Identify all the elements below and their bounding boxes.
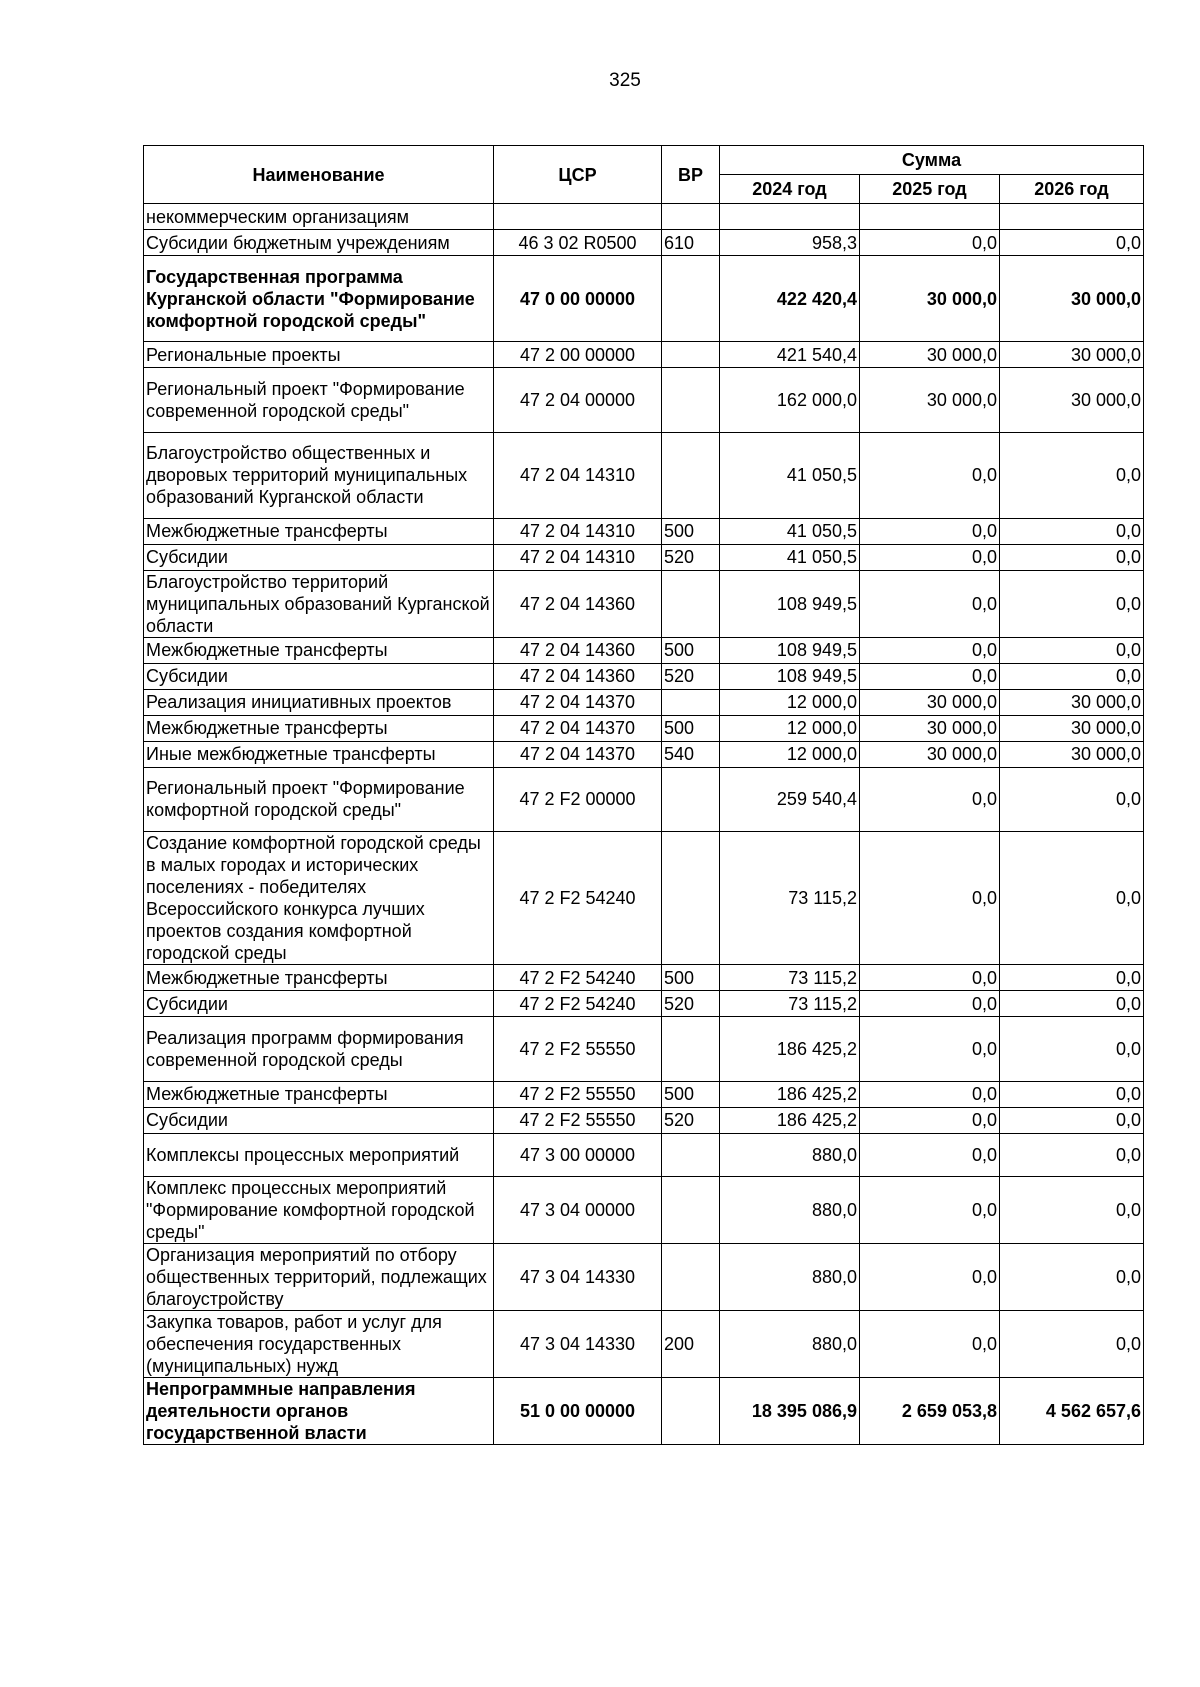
row-csr-cell: 47 2 F2 54240 <box>494 832 662 965</box>
row-vr-cell <box>662 256 720 342</box>
row-2024-cell: 73 115,2 <box>720 965 860 991</box>
row-2025-cell: 0,0 <box>860 637 1000 663</box>
row-vr-cell: 500 <box>662 715 720 741</box>
row-vr-cell: 540 <box>662 741 720 767</box>
row-2025-cell: 0,0 <box>860 518 1000 544</box>
row-2026-cell: 0,0 <box>1000 1017 1144 1082</box>
row-2024-cell: 41 050,5 <box>720 518 860 544</box>
row-csr-cell: 47 2 04 14310 <box>494 432 662 518</box>
row-vr-cell <box>662 1377 720 1444</box>
row-2024-cell: 41 050,5 <box>720 432 860 518</box>
table-row <box>144 991 1144 1017</box>
row-name-cell: Комплексы процессных мероприятий <box>144 1133 494 1176</box>
row-csr-cell: 47 2 04 14360 <box>494 637 662 663</box>
row-name-cell: Региональные проекты <box>144 342 494 368</box>
row-2025-cell: 0,0 <box>860 1017 1000 1082</box>
row-2024-cell: 958,3 <box>720 230 860 256</box>
row-2024-cell: 186 425,2 <box>720 1107 860 1133</box>
row-2024-cell: 880,0 <box>720 1243 860 1310</box>
page-number: 325 <box>609 70 641 91</box>
table-row <box>144 663 1144 689</box>
row-2025-cell: 30 000,0 <box>860 342 1000 368</box>
table-row <box>144 544 1144 570</box>
row-2026-cell <box>1000 204 1144 230</box>
row-2025-cell: 0,0 <box>860 767 1000 832</box>
row-2026-cell: 0,0 <box>1000 518 1144 544</box>
row-name-cell: Межбюджетные трансферты <box>144 965 494 991</box>
row-2026-cell: 30 000,0 <box>1000 689 1144 715</box>
row-csr-cell: 47 2 04 14370 <box>494 715 662 741</box>
row-2024-cell: 422 420,4 <box>720 256 860 342</box>
row-2025-cell: 0,0 <box>860 570 1000 637</box>
row-2026-cell: 30 000,0 <box>1000 715 1144 741</box>
row-2025-cell: 2 659 053,8 <box>860 1377 1000 1444</box>
row-2025-cell: 30 000,0 <box>860 256 1000 342</box>
row-vr-cell <box>662 1243 720 1310</box>
row-csr-cell: 47 3 00 00000 <box>494 1133 662 1176</box>
row-csr-cell: 47 2 04 14310 <box>494 518 662 544</box>
row-2026-cell: 0,0 <box>1000 832 1144 965</box>
row-csr-cell: 47 2 00 00000 <box>494 342 662 368</box>
row-name-cell: Субсидии <box>144 663 494 689</box>
row-vr-cell <box>662 767 720 832</box>
row-vr-cell <box>662 1176 720 1243</box>
table-row <box>144 1310 1144 1377</box>
row-vr-cell <box>662 368 720 433</box>
row-2025-cell: 0,0 <box>860 1081 1000 1107</box>
table-row <box>144 832 1144 965</box>
row-vr-cell: 520 <box>662 1107 720 1133</box>
table-row <box>144 342 1144 368</box>
table-row <box>144 1377 1144 1444</box>
row-name-cell: Субсидии <box>144 1107 494 1133</box>
row-name-cell: Непрограммные направления деятельности органов государственной власти <box>144 1377 494 1444</box>
row-2025-cell: 0,0 <box>860 1176 1000 1243</box>
row-2025-cell: 0,0 <box>860 1310 1000 1377</box>
row-2024-cell: 108 949,5 <box>720 637 860 663</box>
row-csr-cell: 47 2 F2 00000 <box>494 767 662 832</box>
table-row <box>144 767 1144 832</box>
table-row <box>144 715 1144 741</box>
row-2026-cell: 0,0 <box>1000 1081 1144 1107</box>
table-row <box>144 230 1144 256</box>
row-2024-cell: 880,0 <box>720 1310 860 1377</box>
row-2026-cell: 30 000,0 <box>1000 256 1144 342</box>
table-row <box>144 965 1144 991</box>
table-row <box>144 1176 1144 1243</box>
header-csr: ЦСР <box>494 146 662 204</box>
row-2026-cell: 0,0 <box>1000 1107 1144 1133</box>
row-name-cell: Межбюджетные трансферты <box>144 715 494 741</box>
row-name-cell: Закупка товаров, работ и услуг для обеспечения государственных (муниципальных) нужд <box>144 1310 494 1377</box>
table-row <box>144 1107 1144 1133</box>
header-2025: 2025 год <box>860 175 1000 204</box>
row-2024-cell: 421 540,4 <box>720 342 860 368</box>
row-name-cell: Комплекс процессных мероприятий "Формирование комфортной городской среды" <box>144 1176 494 1243</box>
header-2026: 2026 год <box>1000 175 1144 204</box>
row-vr-cell: 610 <box>662 230 720 256</box>
row-2025-cell: 0,0 <box>860 965 1000 991</box>
row-vr-cell: 520 <box>662 663 720 689</box>
row-2025-cell <box>860 204 1000 230</box>
row-2025-cell: 0,0 <box>860 432 1000 518</box>
row-2024-cell: 12 000,0 <box>720 689 860 715</box>
row-2026-cell: 30 000,0 <box>1000 741 1144 767</box>
row-csr-cell: 47 2 04 14370 <box>494 689 662 715</box>
row-csr-cell: 47 0 00 00000 <box>494 256 662 342</box>
table-row <box>144 1081 1144 1107</box>
row-csr-cell: 46 3 02 R0500 <box>494 230 662 256</box>
row-csr-cell: 47 2 04 14310 <box>494 544 662 570</box>
row-2026-cell: 0,0 <box>1000 1176 1144 1243</box>
row-csr-cell <box>494 204 662 230</box>
row-name-cell: Субсидии <box>144 991 494 1017</box>
row-vr-cell: 520 <box>662 991 720 1017</box>
row-csr-cell: 47 3 04 14330 <box>494 1243 662 1310</box>
table-row <box>144 256 1144 342</box>
row-2026-cell: 0,0 <box>1000 230 1144 256</box>
row-vr-cell: 520 <box>662 544 720 570</box>
row-name-cell: Межбюджетные трансферты <box>144 1081 494 1107</box>
row-2026-cell: 0,0 <box>1000 767 1144 832</box>
row-csr-cell: 47 2 F2 55550 <box>494 1081 662 1107</box>
row-vr-cell <box>662 832 720 965</box>
row-name-cell: Межбюджетные трансферты <box>144 518 494 544</box>
row-name-cell: Создание комфортной городской среды в малых городах и исторических поселениях - победителях Всероссийского конкурса лучших проектов создания комфортной городской среды <box>144 832 494 965</box>
row-2025-cell: 0,0 <box>860 991 1000 1017</box>
row-2026-cell: 0,0 <box>1000 1133 1144 1176</box>
row-name-cell: Иные межбюджетные трансферты <box>144 741 494 767</box>
row-name-cell: Реализация программ формирования современной городской среды <box>144 1017 494 1082</box>
table-row <box>144 1133 1144 1176</box>
row-2024-cell: 41 050,5 <box>720 544 860 570</box>
row-vr-cell: 500 <box>662 637 720 663</box>
row-csr-cell: 47 2 F2 54240 <box>494 965 662 991</box>
row-csr-cell: 51 0 00 00000 <box>494 1377 662 1444</box>
budget-table <box>143 145 1144 1445</box>
row-2026-cell: 0,0 <box>1000 1310 1144 1377</box>
row-2026-cell: 30 000,0 <box>1000 368 1144 433</box>
row-csr-cell: 47 2 04 14360 <box>494 570 662 637</box>
header-sum: Сумма <box>720 146 1144 175</box>
row-name-cell: Государственная программа Курганской области "Формирование комфортной городской среды" <box>144 256 494 342</box>
row-name-cell: Региональный проект "Формирование комфортной городской среды" <box>144 767 494 832</box>
row-2026-cell: 0,0 <box>1000 544 1144 570</box>
row-vr-cell <box>662 570 720 637</box>
table-row <box>144 1017 1144 1082</box>
row-2025-cell: 30 000,0 <box>860 741 1000 767</box>
row-vr-cell <box>662 204 720 230</box>
row-2024-cell: 12 000,0 <box>720 715 860 741</box>
row-2026-cell: 0,0 <box>1000 663 1144 689</box>
row-csr-cell: 47 2 04 00000 <box>494 368 662 433</box>
row-vr-cell <box>662 432 720 518</box>
table-row <box>144 518 1144 544</box>
row-2024-cell <box>720 204 860 230</box>
row-2025-cell: 0,0 <box>860 230 1000 256</box>
row-name-cell: Благоустройство территорий муниципальных образований Курганской области <box>144 570 494 637</box>
row-2026-cell: 0,0 <box>1000 991 1144 1017</box>
table-row <box>144 741 1144 767</box>
row-2024-cell: 73 115,2 <box>720 832 860 965</box>
row-csr-cell: 47 3 04 00000 <box>494 1176 662 1243</box>
row-2024-cell: 18 395 086,9 <box>720 1377 860 1444</box>
row-2025-cell: 0,0 <box>860 832 1000 965</box>
row-vr-cell: 500 <box>662 518 720 544</box>
row-name-cell: некоммерческим организациям <box>144 204 494 230</box>
row-2025-cell: 30 000,0 <box>860 715 1000 741</box>
row-csr-cell: 47 2 04 14370 <box>494 741 662 767</box>
row-name-cell: Субсидии бюджетным учреждениям <box>144 230 494 256</box>
row-csr-cell: 47 3 04 14330 <box>494 1310 662 1377</box>
row-2025-cell: 0,0 <box>860 1133 1000 1176</box>
row-2026-cell: 0,0 <box>1000 1243 1144 1310</box>
row-2024-cell: 259 540,4 <box>720 767 860 832</box>
row-vr-cell <box>662 1133 720 1176</box>
row-2026-cell: 0,0 <box>1000 965 1144 991</box>
row-2026-cell: 0,0 <box>1000 432 1144 518</box>
header-name: Наименование <box>144 146 494 204</box>
row-2025-cell: 30 000,0 <box>860 689 1000 715</box>
row-2026-cell: 30 000,0 <box>1000 342 1144 368</box>
table-row <box>144 637 1144 663</box>
row-csr-cell: 47 2 04 14360 <box>494 663 662 689</box>
row-2026-cell: 4 562 657,6 <box>1000 1377 1144 1444</box>
row-2024-cell: 73 115,2 <box>720 991 860 1017</box>
row-2024-cell: 880,0 <box>720 1133 860 1176</box>
row-name-cell: Реализация инициативных проектов <box>144 689 494 715</box>
table-row <box>144 689 1144 715</box>
row-name-cell: Региональный проект "Формирование современной городской среды" <box>144 368 494 433</box>
header-2024: 2024 год <box>720 175 860 204</box>
row-vr-cell: 200 <box>662 1310 720 1377</box>
row-2024-cell: 880,0 <box>720 1176 860 1243</box>
row-name-cell: Благоустройство общественных и дворовых территорий муниципальных образований Курганской области <box>144 432 494 518</box>
row-csr-cell: 47 2 F2 55550 <box>494 1107 662 1133</box>
header-vr: ВР <box>662 146 720 204</box>
row-vr-cell <box>662 342 720 368</box>
row-vr-cell <box>662 689 720 715</box>
row-2025-cell: 30 000,0 <box>860 368 1000 433</box>
row-vr-cell: 500 <box>662 965 720 991</box>
table-row <box>144 368 1144 433</box>
row-2024-cell: 186 425,2 <box>720 1017 860 1082</box>
row-csr-cell: 47 2 F2 55550 <box>494 1017 662 1082</box>
table-row <box>144 204 1144 230</box>
table-row <box>144 570 1144 637</box>
row-csr-cell: 47 2 F2 54240 <box>494 991 662 1017</box>
row-2024-cell: 186 425,2 <box>720 1081 860 1107</box>
table-row <box>144 432 1144 518</box>
row-2025-cell: 0,0 <box>860 544 1000 570</box>
row-2024-cell: 12 000,0 <box>720 741 860 767</box>
row-2024-cell: 108 949,5 <box>720 570 860 637</box>
row-2026-cell: 0,0 <box>1000 637 1144 663</box>
row-2026-cell: 0,0 <box>1000 570 1144 637</box>
row-2024-cell: 108 949,5 <box>720 663 860 689</box>
row-2025-cell: 0,0 <box>860 1107 1000 1133</box>
row-name-cell: Организация мероприятий по отбору общественных территорий, подлежащих благоустройству <box>144 1243 494 1310</box>
row-2025-cell: 0,0 <box>860 1243 1000 1310</box>
row-2024-cell: 162 000,0 <box>720 368 860 433</box>
row-vr-cell: 500 <box>662 1081 720 1107</box>
table-row <box>144 1243 1144 1310</box>
table-body <box>144 204 1144 1445</box>
row-name-cell: Субсидии <box>144 544 494 570</box>
row-name-cell: Межбюджетные трансферты <box>144 637 494 663</box>
row-2025-cell: 0,0 <box>860 663 1000 689</box>
row-vr-cell <box>662 1017 720 1082</box>
